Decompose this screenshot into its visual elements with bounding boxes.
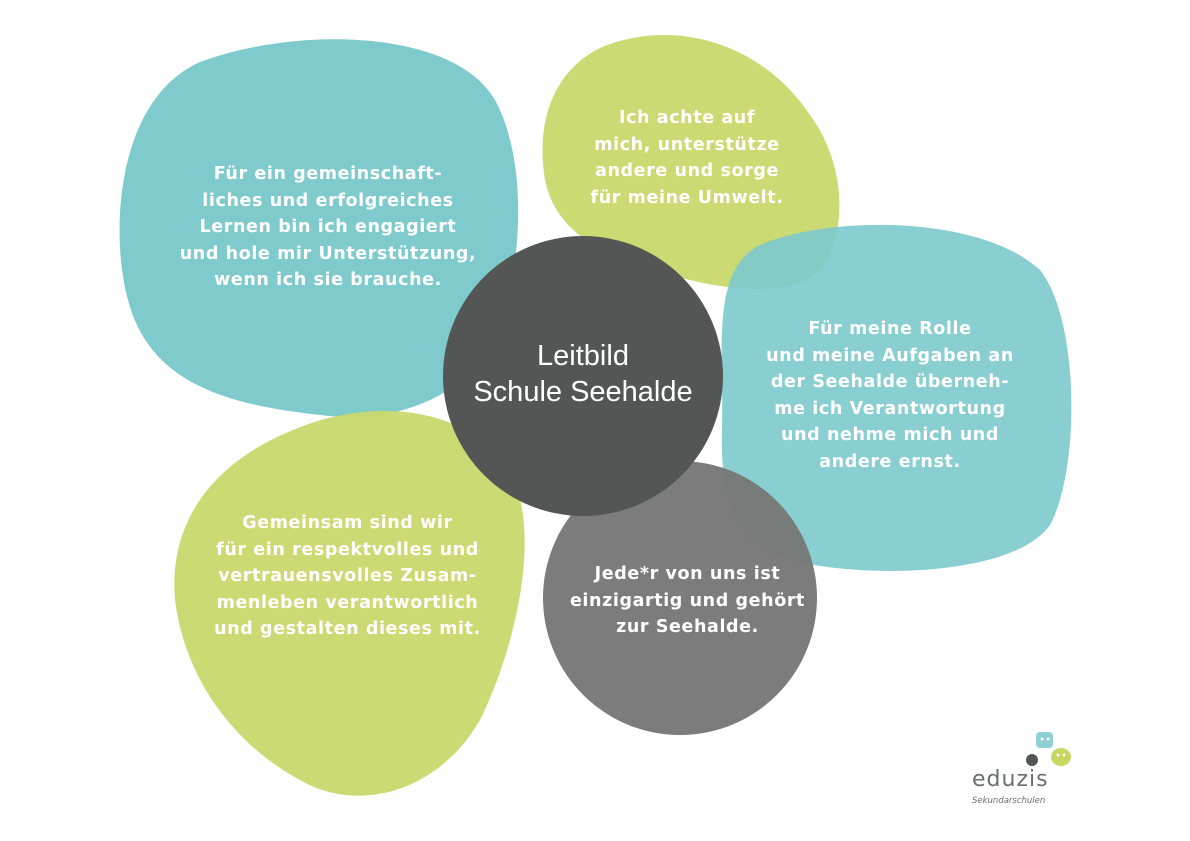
logo-subtitle: Sekundarschulen	[972, 796, 1046, 806]
statement-top-left: Für ein gemeinschaft- liches und erfolgreiches Lernen bin ich engagiert und hole mir Unterstützung, wenn ich sie brauche.	[179, 164, 477, 290]
logo-wordmark: eduzis	[972, 767, 1049, 792]
statement-bottom-center: Jede*r von uns ist einzigartig und gehört zur Seehalde.	[569, 564, 806, 637]
logo-mark-icon	[962, 730, 1072, 770]
statement-right: Für meine Rolle und meine Aufgaben an der Seehalde überneh- me ich Verantwortung und nehme mich und andere ernst.	[766, 319, 1014, 472]
center-title: Leitbild Schule Seehalde	[473, 340, 693, 408]
statement-bottom-left: Gemeinsam sind wir für ein respektvolles und vertrauensvolles Zusam- menleben verantwortlich und gestalten dieses mit.	[214, 513, 481, 639]
eduzis-logo	[962, 730, 1072, 810]
statement-top-right: Ich achte auf mich, unterstütze andere und sorge für meine Umwelt.	[590, 108, 784, 208]
